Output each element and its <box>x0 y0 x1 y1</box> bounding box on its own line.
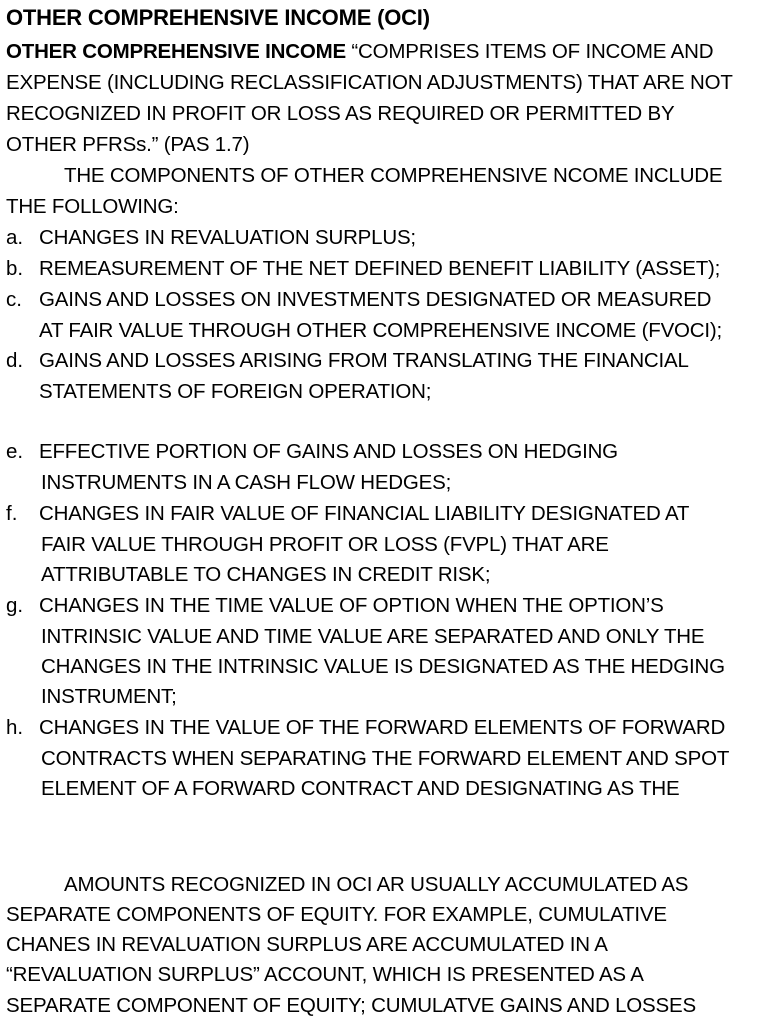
definition-term: OTHER COMPREHENSIVE INCOME <box>6 40 346 63</box>
closing-line-1: AMOUNTS RECOGNIZED IN OCI AR USUALLY ACCUMULATED AS <box>64 873 689 896</box>
closing-line-4: “REVALUATION SURPLUS” ACCOUNT, WHICH IS PRESENTED AS A <box>6 963 644 986</box>
closing-line-3: CHANES IN REVALUATION SURPLUS ARE ACCUMULATED IN A <box>6 933 608 956</box>
list-item-letter: e. <box>6 440 24 463</box>
list-item-letter: b. <box>6 257 24 280</box>
list-item-letter: d. <box>6 349 24 372</box>
list-item-letter: c. <box>6 288 22 311</box>
closing-line-2: SEPARATE COMPONENTS OF EQUITY. FOR EXAMPLE, CUMULATIVE <box>6 903 667 926</box>
list-item-text: AT FAIR VALUE THROUGH OTHER COMPREHENSIVE INCOME (FVOCI); <box>39 319 723 342</box>
page-title: OTHER COMPREHENSIVE INCOME (OCI) <box>6 5 430 30</box>
components-intro-line-2: THE FOLLOWING: <box>6 195 179 218</box>
list-item-letter: f. <box>6 502 18 525</box>
components-intro-line-1: THE COMPONENTS OF OTHER COMPREHENSIVE NCOME INCLUDE <box>64 164 723 187</box>
list-item-text: CHANGES IN FAIR VALUE OF FINANCIAL LIABILITY DESIGNATED AT <box>39 502 690 525</box>
list-item-text: ELEMENT OF A FORWARD CONTRACT AND DESIGNATING AS THE <box>41 777 680 800</box>
list-item-text: REMEASUREMENT OF THE NET DEFINED BENEFIT LIABILITY (ASSET); <box>39 257 721 280</box>
list-item-text: CHANGES IN THE TIME VALUE OF OPTION WHEN THE OPTION’S <box>39 594 664 617</box>
list-item-letter: a. <box>6 226 24 249</box>
list-item-text: GAINS AND LOSSES ARISING FROM TRANSLATING THE FINANCIAL <box>39 349 689 372</box>
list-item-text: STATEMENTS OF FOREIGN OPERATION; <box>39 380 432 403</box>
definition-line-3: RECOGNIZED IN PROFIT OR LOSS AS REQUIRED OR PERMITTED BY <box>6 102 675 125</box>
list-item-text: INTRINSIC VALUE AND TIME VALUE ARE SEPARATED AND ONLY THE <box>41 625 705 648</box>
list-item-text: INSTRUMENTS IN A CASH FLOW HEDGES; <box>41 471 452 494</box>
list-item-text: CHANGES IN THE INTRINSIC VALUE IS DESIGNATED AS THE HEDGING <box>41 655 725 678</box>
closing-line-5: SEPARATE COMPONENT OF EQUITY; CUMULATVE GAINS AND LOSSES <box>6 994 696 1017</box>
list-item-letter: g. <box>6 594 24 617</box>
definition-line-4: OTHER PFRSs.” (PAS 1.7) <box>6 133 250 156</box>
list-item-text: CHANGES IN REVALUATION SURPLUS; <box>39 226 416 249</box>
definition-line-1-rest: “COMPRISES ITEMS OF INCOME AND <box>345 40 714 63</box>
definition-line-1 <box>6 38 713 66</box>
list-item-text: FAIR VALUE THROUGH PROFIT OR LOSS (FVPL) THAT ARE <box>41 533 609 556</box>
list-item-text: CONTRACTS WHEN SEPARATING THE FORWARD ELEMENT AND SPOT <box>41 747 730 770</box>
list-item-text: EFFECTIVE PORTION OF GAINS AND LOSSES ON HEDGING <box>39 440 618 463</box>
list-item-letter: h. <box>6 716 24 739</box>
list-item-text: ATTRIBUTABLE TO CHANGES IN CREDIT RISK; <box>41 563 491 586</box>
definition-line-2: EXPENSE (INCLUDING RECLASSIFICATION ADJUSTMENTS) THAT ARE NOT <box>6 71 733 94</box>
list-item-text: INSTRUMENT; <box>41 685 177 708</box>
list-item-text: GAINS AND LOSSES ON INVESTMENTS DESIGNATED OR MEASURED <box>39 288 712 311</box>
list-item-text: CHANGES IN THE VALUE OF THE FORWARD ELEMENTS OF FORWARD <box>39 716 726 739</box>
